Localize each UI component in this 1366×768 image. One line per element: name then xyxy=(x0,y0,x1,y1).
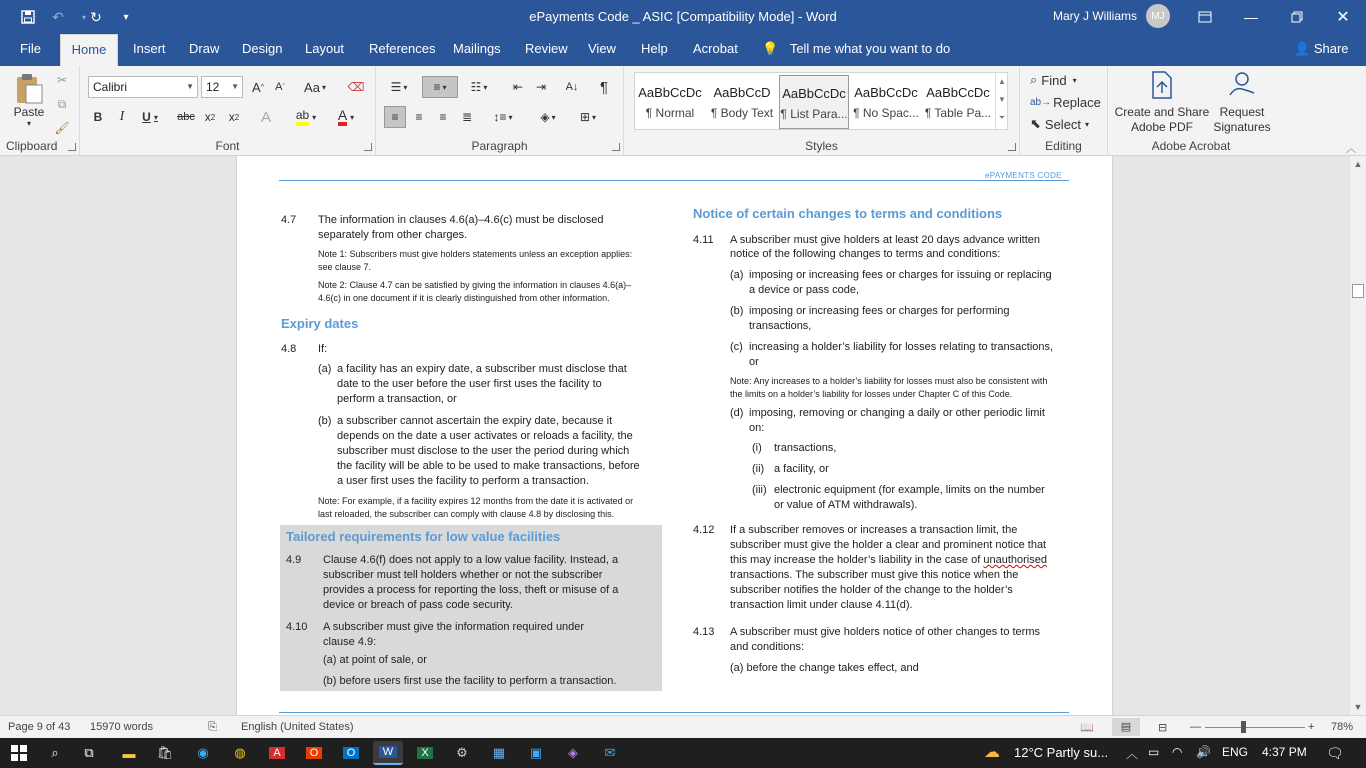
clause-text: electronic equipment (for example, limits on the number xyxy=(774,484,1045,496)
align-right-icon[interactable]: ≡ xyxy=(439,110,447,124)
style-preview: AaBbCcDc xyxy=(782,86,846,101)
clause-text: If: xyxy=(318,343,328,355)
person-icon: 👤 xyxy=(1294,41,1311,56)
clause-text: A subscriber must give the information required under xyxy=(323,621,585,633)
borders-icon[interactable]: ⊞ ▾ xyxy=(579,110,597,124)
outlook-icon[interactable]: O xyxy=(336,741,366,765)
signature-icon xyxy=(1227,71,1257,99)
clause-number: 4.13 xyxy=(693,626,715,638)
note-text: last reloaded, the subscriber can comply with clause 4.8 by disclosing this. xyxy=(318,509,615,519)
clause-text: a device or pass code, xyxy=(749,284,860,296)
web-layout-icon[interactable]: ⊟ xyxy=(1158,722,1168,734)
clause-text: perform a transaction, or xyxy=(337,393,457,405)
undo-dropdown-icon[interactable]: ▾ xyxy=(81,12,86,22)
clipboard-group xyxy=(0,66,80,156)
windows-start-icon[interactable] xyxy=(4,741,34,765)
clause-text: If a subscriber removes or increases a transaction limit, the xyxy=(730,524,1018,536)
format-painter-icon[interactable]: 🖌 xyxy=(54,121,70,135)
clause-number: 4.7 xyxy=(281,214,297,226)
clause-text: or xyxy=(749,356,759,368)
calculator-icon[interactable]: ▦ xyxy=(492,745,506,760)
close-icon[interactable]: ✕ xyxy=(1336,9,1350,26)
style-name: ¶ Table Pa... xyxy=(924,106,992,120)
note-text: see clause 7. xyxy=(318,262,372,272)
task-view-icon[interactable]: ⧉ xyxy=(84,745,94,760)
paragraph-group xyxy=(376,66,624,156)
multilevel-list-icon[interactable]: ☷ ▾ xyxy=(470,80,488,94)
title-bar xyxy=(0,0,1366,34)
weather-icon[interactable]: ☁ xyxy=(984,744,1000,761)
font-size-combo[interactable] xyxy=(201,76,243,98)
clause-text: imposing or increasing fees or charges for performing xyxy=(749,305,1010,317)
style-name: ¶ List Para... xyxy=(780,107,848,121)
clause-text: or value of ATM withdrawals). xyxy=(774,499,918,511)
styles-group-label: Styles xyxy=(805,139,838,153)
style-preview: AaBbCcDc xyxy=(638,85,702,100)
word-count[interactable]: 15970 words xyxy=(90,721,153,733)
strikethrough-icon[interactable]: abc xyxy=(177,111,195,123)
paste-dropdown-icon: ▾ xyxy=(26,118,31,128)
section-heading: Notice of certain changes to terms and conditions xyxy=(693,206,1003,221)
restore-icon[interactable] xyxy=(1274,0,1320,34)
chevron-down-icon: ▾ xyxy=(1072,75,1077,85)
zoom-in-icon[interactable]: + xyxy=(1308,721,1315,733)
mail-icon[interactable]: ✉ xyxy=(604,745,616,760)
style-name: ¶ Body Text xyxy=(710,106,774,120)
tab-acrobat[interactable]: Acrobat xyxy=(693,41,738,56)
subscript-icon[interactable]: x 2 xyxy=(204,110,216,124)
chevron-down-icon[interactable]: ▼ xyxy=(998,95,1006,104)
clause-text: The information in clauses 4.6(a)–4.6(c) must be disclosed xyxy=(318,214,604,226)
clause-text: depends on the date a user activates or reloads a facility, the xyxy=(337,430,633,442)
clause-text: separately from other charges. xyxy=(318,229,468,241)
volume-icon[interactable]: 🔊 xyxy=(1196,745,1211,759)
item-label: (c) xyxy=(730,341,743,353)
tell-me-text: Tell me what you want to do xyxy=(789,41,951,56)
change-case-button[interactable] xyxy=(300,76,330,98)
status-bar xyxy=(0,715,1366,738)
clause-text: A subscriber must give holders notice of other changes to terms xyxy=(730,626,1040,638)
wifi-icon[interactable]: ◠ xyxy=(1172,745,1183,759)
clipboard-launcher-icon[interactable] xyxy=(68,143,76,151)
clause-number: 4.8 xyxy=(281,343,297,355)
read-mode-icon[interactable]: 📖 xyxy=(1080,722,1094,734)
search-icon: ⌕ xyxy=(1030,72,1038,87)
chevron-down-icon: ▼ xyxy=(231,82,239,91)
clause-text: transaction limit under clause 4.11(d). xyxy=(730,599,913,611)
tab-insert[interactable]: Insert xyxy=(133,41,166,56)
office-icon[interactable]: O xyxy=(299,741,329,765)
create-pdf-label-1: Create and Share xyxy=(1114,105,1210,119)
share-label: Share xyxy=(1313,41,1349,56)
chevron-down-icon: ▾ xyxy=(321,82,326,92)
create-share-pdf-button[interactable] xyxy=(1112,70,1212,136)
align-left-icon[interactable]: ≡ xyxy=(384,106,406,128)
grow-font-icon[interactable]: A ^ xyxy=(252,79,264,95)
minimize-icon[interactable]: — xyxy=(1244,9,1258,25)
tab-home[interactable]: Home xyxy=(60,34,118,66)
acrobat-icon[interactable]: A xyxy=(262,741,292,765)
find-button[interactable] xyxy=(1030,70,1077,90)
increase-indent-icon[interactable]: ⇥ xyxy=(535,80,547,94)
tab-design[interactable]: Design xyxy=(242,41,283,56)
clause-text: (a) before the change takes effect, and xyxy=(730,662,919,674)
clause-text: subscriber notifies the holder of the change to the holder’s xyxy=(730,584,1013,596)
tab-file[interactable]: File xyxy=(20,41,41,56)
weather-text[interactable]: 12°C Partly su... xyxy=(1014,745,1109,760)
avatar[interactable]: MJ xyxy=(1146,4,1170,28)
search-icon[interactable]: ⌕ xyxy=(51,745,59,760)
replace-button[interactable] xyxy=(1030,92,1101,112)
clause-number: 4.9 xyxy=(286,554,302,566)
section-heading: Expiry dates xyxy=(281,316,359,331)
editing-group-label: Editing xyxy=(1045,139,1082,153)
zoom-slider-thumb[interactable] xyxy=(1241,721,1246,733)
change-case-label: Aa xyxy=(304,79,320,95)
clause-number: 4.12 xyxy=(693,524,715,536)
section-heading: Tailored requirements for low value facilities xyxy=(286,529,561,544)
user-name[interactable]: Mary J Williams xyxy=(1053,9,1137,23)
document-area xyxy=(0,156,1350,715)
clause-number: 4.10 xyxy=(286,621,308,633)
clause-text: a facility, or xyxy=(774,463,829,475)
item-label: (i) xyxy=(752,442,762,454)
request-signatures-button[interactable] xyxy=(1212,70,1272,136)
note-text: Note 2: Clause 4.7 can be satisfied by giving the information in clauses 4.6(a)– xyxy=(318,280,632,290)
clause-text: transactions, xyxy=(774,442,837,454)
tab-references[interactable]: References xyxy=(369,41,436,56)
app-icon[interactable]: ▣ xyxy=(529,745,543,760)
text-effects-icon[interactable]: A xyxy=(260,108,271,126)
note-text: the limits on a holder’s liability for losses under Chapter C of this Code. xyxy=(730,389,1013,399)
header-rule xyxy=(279,180,1069,181)
clause-text-line xyxy=(730,553,1047,568)
clause-text: transactions. The subscriber must give this notice when the xyxy=(730,569,1019,581)
redo-icon[interactable]: ↻ xyxy=(90,8,102,25)
clause-text: increasing a holder’s liability for losses relating to transactions, xyxy=(749,341,1054,353)
tab-review[interactable]: Review xyxy=(525,41,568,56)
note-text: Note: For example, if a facility expires 12 months from the date it is activated or xyxy=(318,496,634,506)
shrink-font-icon[interactable]: A ˇ xyxy=(275,81,285,93)
underline-icon[interactable]: U ▾ xyxy=(142,110,158,124)
clipboard-icon xyxy=(14,73,44,105)
language-indicator[interactable]: English (United States) xyxy=(241,721,354,733)
more-styles-icon[interactable]: ⏷ xyxy=(998,113,1006,122)
tab-draw[interactable]: Draw xyxy=(189,41,220,56)
clause-text: device or breach of pass code security. xyxy=(323,599,513,611)
clause-text: A subscriber must give holders at least 20 days advance written xyxy=(730,234,1040,246)
customize-qat-icon[interactable]: ▾ xyxy=(123,11,129,23)
replace-label: Replace xyxy=(1053,94,1101,110)
print-layout-icon[interactable]: ▤ xyxy=(1112,718,1140,736)
excel-icon[interactable]: X xyxy=(410,741,440,765)
store-icon[interactable]: 🛍 xyxy=(156,745,174,760)
font-launcher-icon[interactable] xyxy=(364,143,372,151)
ribbon xyxy=(0,66,1366,156)
acrobat-group xyxy=(1108,66,1274,156)
note-text: 4.6(c) in one document if it is clearly distinguished from other information. xyxy=(318,293,610,303)
app-icon[interactable]: ◈ xyxy=(568,745,578,760)
clause-text: imposing or increasing fees or charges for issuing or replacing xyxy=(749,269,1052,281)
scroll-up-icon[interactable]: ▲ xyxy=(1353,159,1363,169)
line-spacing-icon[interactable]: ↕≡ ▾ xyxy=(493,110,513,124)
settings-app-icon[interactable]: ⚙ xyxy=(456,745,468,760)
chevron-down-icon: ▾ xyxy=(1085,119,1090,129)
input-language[interactable]: ENG xyxy=(1222,745,1249,759)
clause-text: (b) before users first use the facility to perform a transaction. xyxy=(323,675,617,687)
clause-text: imposing, removing or changing a daily or other periodic limit xyxy=(749,407,1045,419)
share-button[interactable] xyxy=(1294,41,1349,57)
font-group-label: Font xyxy=(215,139,240,153)
item-label: (b) xyxy=(318,415,332,427)
zoom-out-icon[interactable]: — xyxy=(1190,721,1201,733)
scroll-down-icon[interactable]: ▼ xyxy=(1353,702,1363,712)
page-count[interactable]: Page 9 of 43 xyxy=(8,721,71,733)
edge-icon[interactable]: ◉ xyxy=(197,745,209,760)
select-button[interactable] xyxy=(1030,114,1089,134)
tab-help[interactable]: Help xyxy=(641,41,668,56)
clause-text: transactions, xyxy=(749,320,812,332)
tab-view[interactable]: View xyxy=(588,41,616,56)
request-label-2: Signatures xyxy=(1213,120,1271,134)
paragraph-launcher-icon[interactable] xyxy=(612,143,620,151)
styles-scroll[interactable] xyxy=(995,73,1008,129)
note-text: Note: Any increases to a holder’s liability for losses must also be consistent with xyxy=(730,376,1048,386)
style-preview: AaBbCcDc xyxy=(926,85,990,100)
numbering-icon[interactable]: ≡ ▾ xyxy=(422,76,458,98)
clause-text: subscriber must disclose to the user the period during which xyxy=(337,445,630,457)
windows-taskbar xyxy=(0,738,1366,768)
clear-formatting-icon[interactable]: ⌫ xyxy=(347,80,365,94)
vertical-scrollbar[interactable] xyxy=(1350,156,1366,715)
bold-icon[interactable]: B xyxy=(93,110,103,124)
scroll-thumb[interactable] xyxy=(1352,284,1364,298)
cursor-icon: ⬉ xyxy=(1030,116,1041,131)
italic-icon[interactable]: I xyxy=(119,109,125,124)
misspelled-word[interactable]: unauthorised xyxy=(983,554,1047,566)
style-body-text[interactable] xyxy=(707,75,777,129)
style-preview: AaBbCcD xyxy=(713,85,771,100)
lightbulb-icon: 💡 xyxy=(762,41,779,56)
align-center-icon[interactable]: ≡ xyxy=(415,110,423,124)
item-label: (ii) xyxy=(752,463,765,475)
style-name: ¶ Normal xyxy=(645,106,695,120)
style-no-spacing[interactable] xyxy=(851,75,921,129)
window-title: ePayments Code _ ASIC [Compatibility Mode] - Word xyxy=(529,9,837,24)
sort-icon[interactable]: A↓ xyxy=(565,81,579,93)
clause-text: notice of the following changes to terms and conditions: xyxy=(730,248,1001,260)
clause-text: clause 4.9: xyxy=(323,636,377,648)
paste-label: Paste xyxy=(13,104,45,119)
clause-text: (a) at point of sale, or xyxy=(323,654,427,666)
cut-icon[interactable]: ✂ xyxy=(56,73,68,87)
style-preview: AaBbCcDc xyxy=(854,85,918,100)
style-name: ¶ No Spac... xyxy=(853,106,919,120)
editing-group xyxy=(1020,66,1108,156)
clause-text: and conditions: xyxy=(730,641,804,653)
chrome-icon[interactable]: ◍ xyxy=(234,745,246,760)
clause-text: this may increase the holder’s liability in the case of xyxy=(730,554,984,566)
tell-me-box[interactable] xyxy=(762,41,950,57)
select-label: Select xyxy=(1044,116,1082,132)
show-hidden-icons[interactable]: ︿ xyxy=(1126,747,1139,761)
style-list-paragraph[interactable] xyxy=(779,75,849,129)
undo-icon[interactable]: ↶ xyxy=(52,8,64,25)
document-page[interactable] xyxy=(237,156,1112,715)
clause-text: a facility has an expiry date, a subscriber must disclose that xyxy=(337,363,627,375)
clause-text: provides a process for reporting the loss, theft or misuse of a xyxy=(323,584,619,596)
font-color-icon[interactable]: A ▾ xyxy=(330,106,362,128)
chevron-down-icon: ▼ xyxy=(186,82,194,91)
note-text: Note 1: Subscribers must give holders statements unless an exception applies: xyxy=(318,249,633,259)
copy-icon[interactable]: ⧉ xyxy=(57,96,67,111)
shading-icon[interactable]: ◈ ▾ xyxy=(540,110,556,124)
battery-icon[interactable]: ▭ xyxy=(1148,745,1160,759)
word-icon[interactable]: W xyxy=(373,741,403,765)
collapse-ribbon-icon[interactable]: ︿ xyxy=(1346,144,1356,155)
item-label: (a) xyxy=(730,269,744,281)
superscript-icon[interactable]: x 2 xyxy=(228,110,240,124)
clause-text: a subscriber cannot ascertain the expiry date, because it xyxy=(337,415,613,427)
tab-mailings[interactable]: Mailings xyxy=(453,41,501,56)
footer-rule xyxy=(279,712,1069,713)
zoom-level[interactable]: 78% xyxy=(1331,721,1354,733)
item-label: (iii) xyxy=(752,484,767,496)
font-size-value: 12 xyxy=(206,80,220,94)
notification-icon[interactable]: 🗨 xyxy=(1326,745,1344,761)
clause-text: subscriber must tell holders whether or not the subscriber xyxy=(323,569,603,581)
clause-text: a user first uses the facility to perform a transaction. xyxy=(337,475,589,487)
show-formatting-marks-icon[interactable]: ¶ xyxy=(599,78,609,96)
item-label: (d) xyxy=(730,407,744,419)
find-label: Find xyxy=(1041,72,1067,88)
zoom-slider[interactable] xyxy=(1205,727,1305,728)
file-explorer-icon[interactable]: ▬ xyxy=(122,745,136,761)
clause-text: on: xyxy=(749,422,765,434)
justify-icon[interactable]: ≣ xyxy=(461,110,473,124)
tab-layout[interactable]: Layout xyxy=(305,41,345,56)
decrease-indent-icon[interactable]: ⇤ xyxy=(512,80,524,94)
pdf-icon xyxy=(1149,71,1175,99)
item-label: (a) xyxy=(318,363,332,375)
highlight-icon[interactable]: ab ▾ xyxy=(290,106,322,128)
request-label-1: Request xyxy=(1219,105,1265,119)
styles-gallery xyxy=(634,72,1008,130)
font-group xyxy=(80,66,376,156)
ribbon-tabs xyxy=(0,34,1366,66)
page-header: ePAYMENTS CODE xyxy=(985,171,1062,180)
paste-button[interactable] xyxy=(8,70,50,130)
clause-text: date to the user before the user first uses the facility to xyxy=(337,378,602,390)
paragraph-group-label: Paragraph xyxy=(471,139,528,153)
bullets-icon[interactable]: ☰ ▾ xyxy=(390,80,408,94)
chevron-up-icon[interactable]: ▲ xyxy=(998,77,1006,86)
clipboard-group-label: Clipboard xyxy=(6,139,58,153)
clause-text: the facility will be able to be used to make transactions, before xyxy=(337,460,640,472)
font-name-combo[interactable] xyxy=(88,76,198,98)
ribbon-display-options-icon[interactable] xyxy=(1182,0,1228,34)
styles-launcher-icon[interactable] xyxy=(1008,143,1016,151)
clause-number: 4.11 xyxy=(693,234,714,246)
clause-text: subscriber must give the holder a clear and prominent notice that xyxy=(730,539,1047,551)
font-name-value: Calibri xyxy=(93,80,128,94)
clock[interactable]: 4:37 PM xyxy=(1262,745,1307,759)
style-normal[interactable] xyxy=(635,75,705,129)
replace-icon: ab→ xyxy=(1030,96,1052,108)
acrobat-group-label: Adobe Acrobat xyxy=(1151,139,1231,153)
proofing-icon[interactable]: ⎘ xyxy=(208,721,217,733)
clause-text: Clause 4.6(f) does not apply to a low value facility. Instead, a xyxy=(323,554,619,566)
create-pdf-label-2: Adobe PDF xyxy=(1130,120,1194,134)
item-label: (b) xyxy=(730,305,744,317)
style-table-paragraph[interactable] xyxy=(923,75,993,129)
